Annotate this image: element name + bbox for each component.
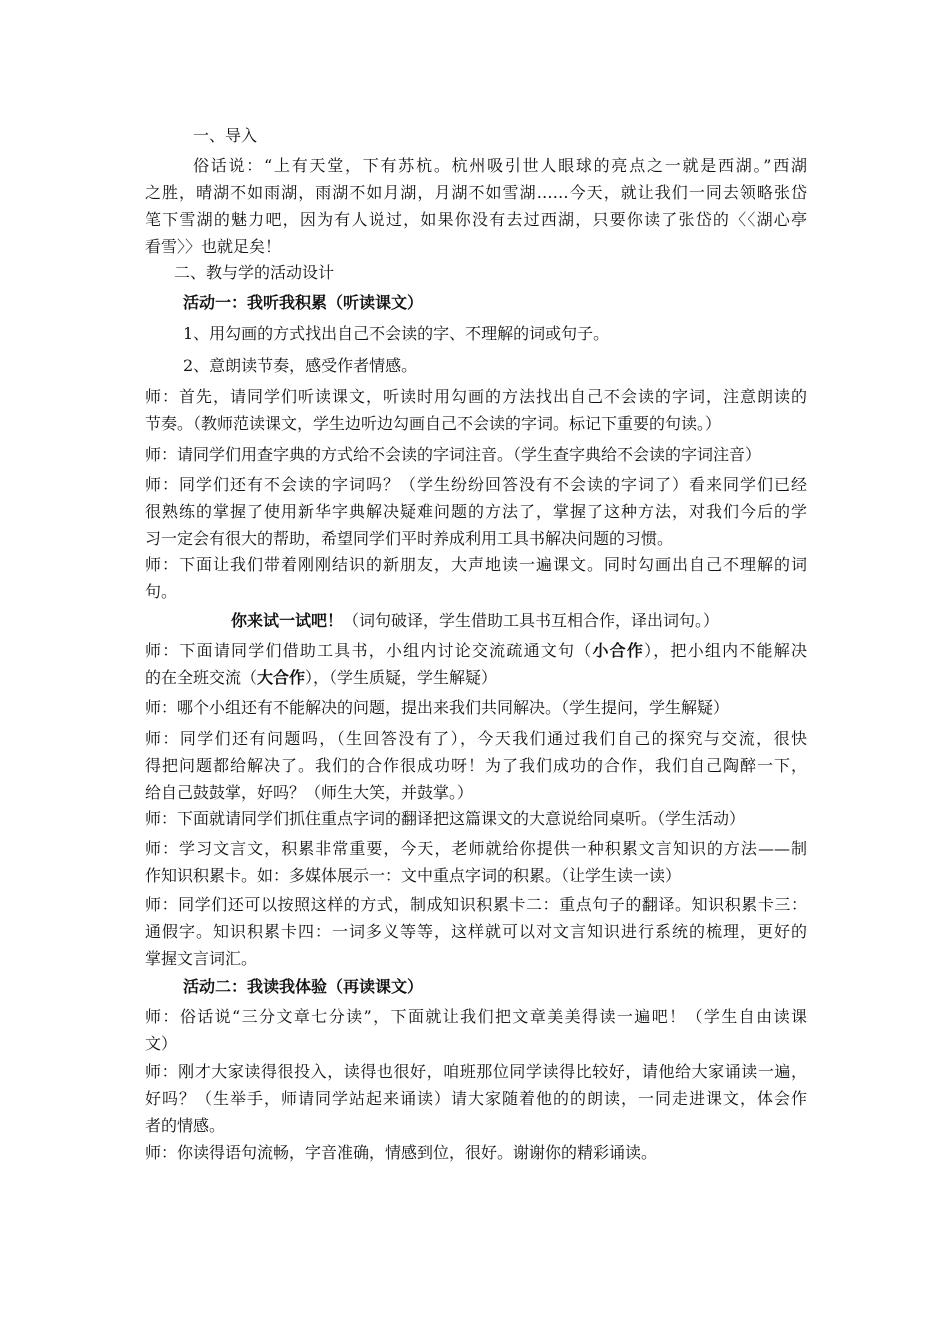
teacher-paragraph — [145, 1139, 807, 1166]
teacher-paragraph — [145, 725, 807, 806]
try-it-line — [231, 607, 893, 634]
intro-line: 之胜，晴湖不如雨湖，雨湖不如月湖，月湖不如雪湖……今天，就让我们一同去领略张岱 — [145, 183, 807, 202]
teacher-paragraph — [145, 551, 807, 605]
para-line: 师：请同学们用查字典的方式给不会读的字词注音。（学生查字典给不会读的字词注音） — [145, 445, 762, 464]
para-line: 好吗？（生举手，师请同学站起来诵读）请大家随着他的的朗读，一同走进课文，体会作 — [145, 1089, 807, 1108]
intro-line: 看雪〉〉也就足矣！ — [145, 237, 282, 256]
para-line: 文） — [145, 1034, 178, 1053]
coop-bold: 小合作 — [592, 641, 645, 660]
para-line: 通假字。知识积累卡四：一词多义等等，这样就可以对文言知识进行系统的梳理，更好的 — [145, 922, 807, 941]
activity-title-text: 活动二：我读我体验（再读课文） — [183, 977, 424, 996]
para-line: 师：同学们还有不会读的字词吗？（学生纷纷回答没有不会读的字词了）看来同学们已经 — [145, 475, 807, 494]
coop-text: ），（学生质疑，学生解疑） — [305, 668, 498, 687]
activity2-title — [183, 973, 845, 1000]
para-line: 师：同学们还有问题吗，（生回答没有了），今天我们通过我们自己的探究与交流，很快 — [145, 729, 807, 748]
coop-text: 的在全班交流（ — [145, 668, 258, 687]
para-line: 师：同学们还可以按照这样的方式，制成知识积累卡二：重点句子的翻译。知识积累卡三： — [145, 895, 807, 914]
para-line: 很熟练的掌握了使用新华字典解决疑难问题的方法了，掌握了这种方法，对我们今后的学 — [145, 502, 807, 521]
para-line: 师：俗话说“三分文章七分读”，下面就让我们把文章美美得读一遍吧！（学生自由读课 — [145, 1007, 807, 1026]
teacher-paragraph — [145, 1003, 807, 1057]
coop-text: ），把小组内不能解决 — [644, 641, 807, 660]
para-line: 者的情感。 — [145, 1116, 226, 1135]
activity1-item — [183, 320, 845, 347]
para-line: 师：首先，请同学们听读课文，听读时用勾画的方法找出自己不会读的字词，注意朗读的 — [145, 387, 807, 406]
intro-paragraph — [145, 152, 807, 260]
para-line: 师：学习文言文，积累非常重要，今天，老师就给你提供一种积累文言知识的方法——制 — [145, 839, 807, 858]
coop-text: 师：下面请同学们借助工具书，小组内讨论交流疏通文句（ — [145, 641, 593, 660]
para-line: 师：你读得语句流畅，字音准确，情感到位，很好。谢谢你的精彩诵读。 — [145, 1143, 658, 1162]
try-it-rest: （词句破译，学生借助工具书互相合作，译出词句。） — [343, 611, 720, 630]
section-heading-design — [174, 259, 836, 286]
try-it-text — [231, 607, 893, 634]
para-line: 掌握文言词汇。 — [145, 949, 258, 968]
para-line: 得把问题都给解决了。我们的合作很成功呀！为了我们成功的合作，我们自己陶醉一下， — [145, 756, 807, 775]
para-line — [145, 637, 807, 664]
teacher-paragraph — [145, 383, 807, 437]
intro-line: 笔下雪湖的魅力吧，因为有人说过，如果你没有去过西湖，只要你读了张岱的〈〈湖心亭 — [145, 210, 807, 229]
teacher-paragraph — [145, 1058, 807, 1139]
activity-title-text: 活动一：我听我积累（听读课文） — [183, 293, 424, 312]
teacher-paragraph — [145, 891, 807, 972]
item-text: 1、用勾画的方式找出自己不会读的字、不理解的词或句子。 — [183, 324, 610, 343]
activity1-item — [183, 352, 845, 379]
activity1-title — [183, 289, 845, 316]
para-line: 节奏。（教师范读课文，学生边听边勾画自己不会读的字词。标记下重要的句读。） — [145, 414, 722, 433]
para-line: 句。 — [145, 582, 178, 601]
para-line: 习一定会有很大的帮助，希望同学们平时养成利用工具书解决问题的习惯。 — [145, 529, 674, 548]
para-line: 师：下面让我们带着刚刚结识的新朋友，大声地读一遍课文。同时勾画出自己不理解的词 — [145, 555, 807, 574]
try-it-bold: 你来试一试吧！ — [231, 611, 344, 630]
heading-text: 一、导入 — [193, 126, 258, 145]
para-line: 给自己鼓鼓掌，好吗？（师生大笑，并鼓掌。） — [145, 783, 474, 802]
teacher-paragraph — [145, 471, 807, 552]
para-line: 作知识积累卡。如：多媒体展示一：文中重点字词的积累。（让学生读一读） — [145, 866, 682, 885]
teacher-paragraph — [145, 441, 807, 468]
teacher-paragraph — [145, 805, 807, 832]
para-line — [145, 664, 807, 691]
item-text: 2、意朗读节奏，感受作者情感。 — [183, 356, 418, 375]
teacher-paragraph — [145, 694, 807, 721]
para-line: 师：哪个小组还有不能解决的问题，提出来我们共同解决。（学生提问，学生解疑） — [145, 698, 730, 717]
para-line: 师：下面就请同学们抓住重点字词的翻译把这篇课文的大意说给同桌听。（学生活动） — [145, 809, 746, 828]
teacher-paragraph — [145, 637, 807, 691]
intro-line: 俗话说：“上有天堂，下有苏杭。杭州吸引世人眼球的亮点之一就是西湖。”西湖 — [193, 156, 807, 175]
section-heading-intro — [193, 122, 855, 149]
coop-bold: 大合作 — [257, 668, 306, 687]
teacher-paragraph — [145, 835, 807, 889]
para-line: 师：刚才大家读得很投入，读得也很好，咱班那位同学读得比较好，请他给大家诵读一遍， — [145, 1062, 807, 1081]
heading-text: 二、教与学的活动设计 — [174, 263, 335, 282]
